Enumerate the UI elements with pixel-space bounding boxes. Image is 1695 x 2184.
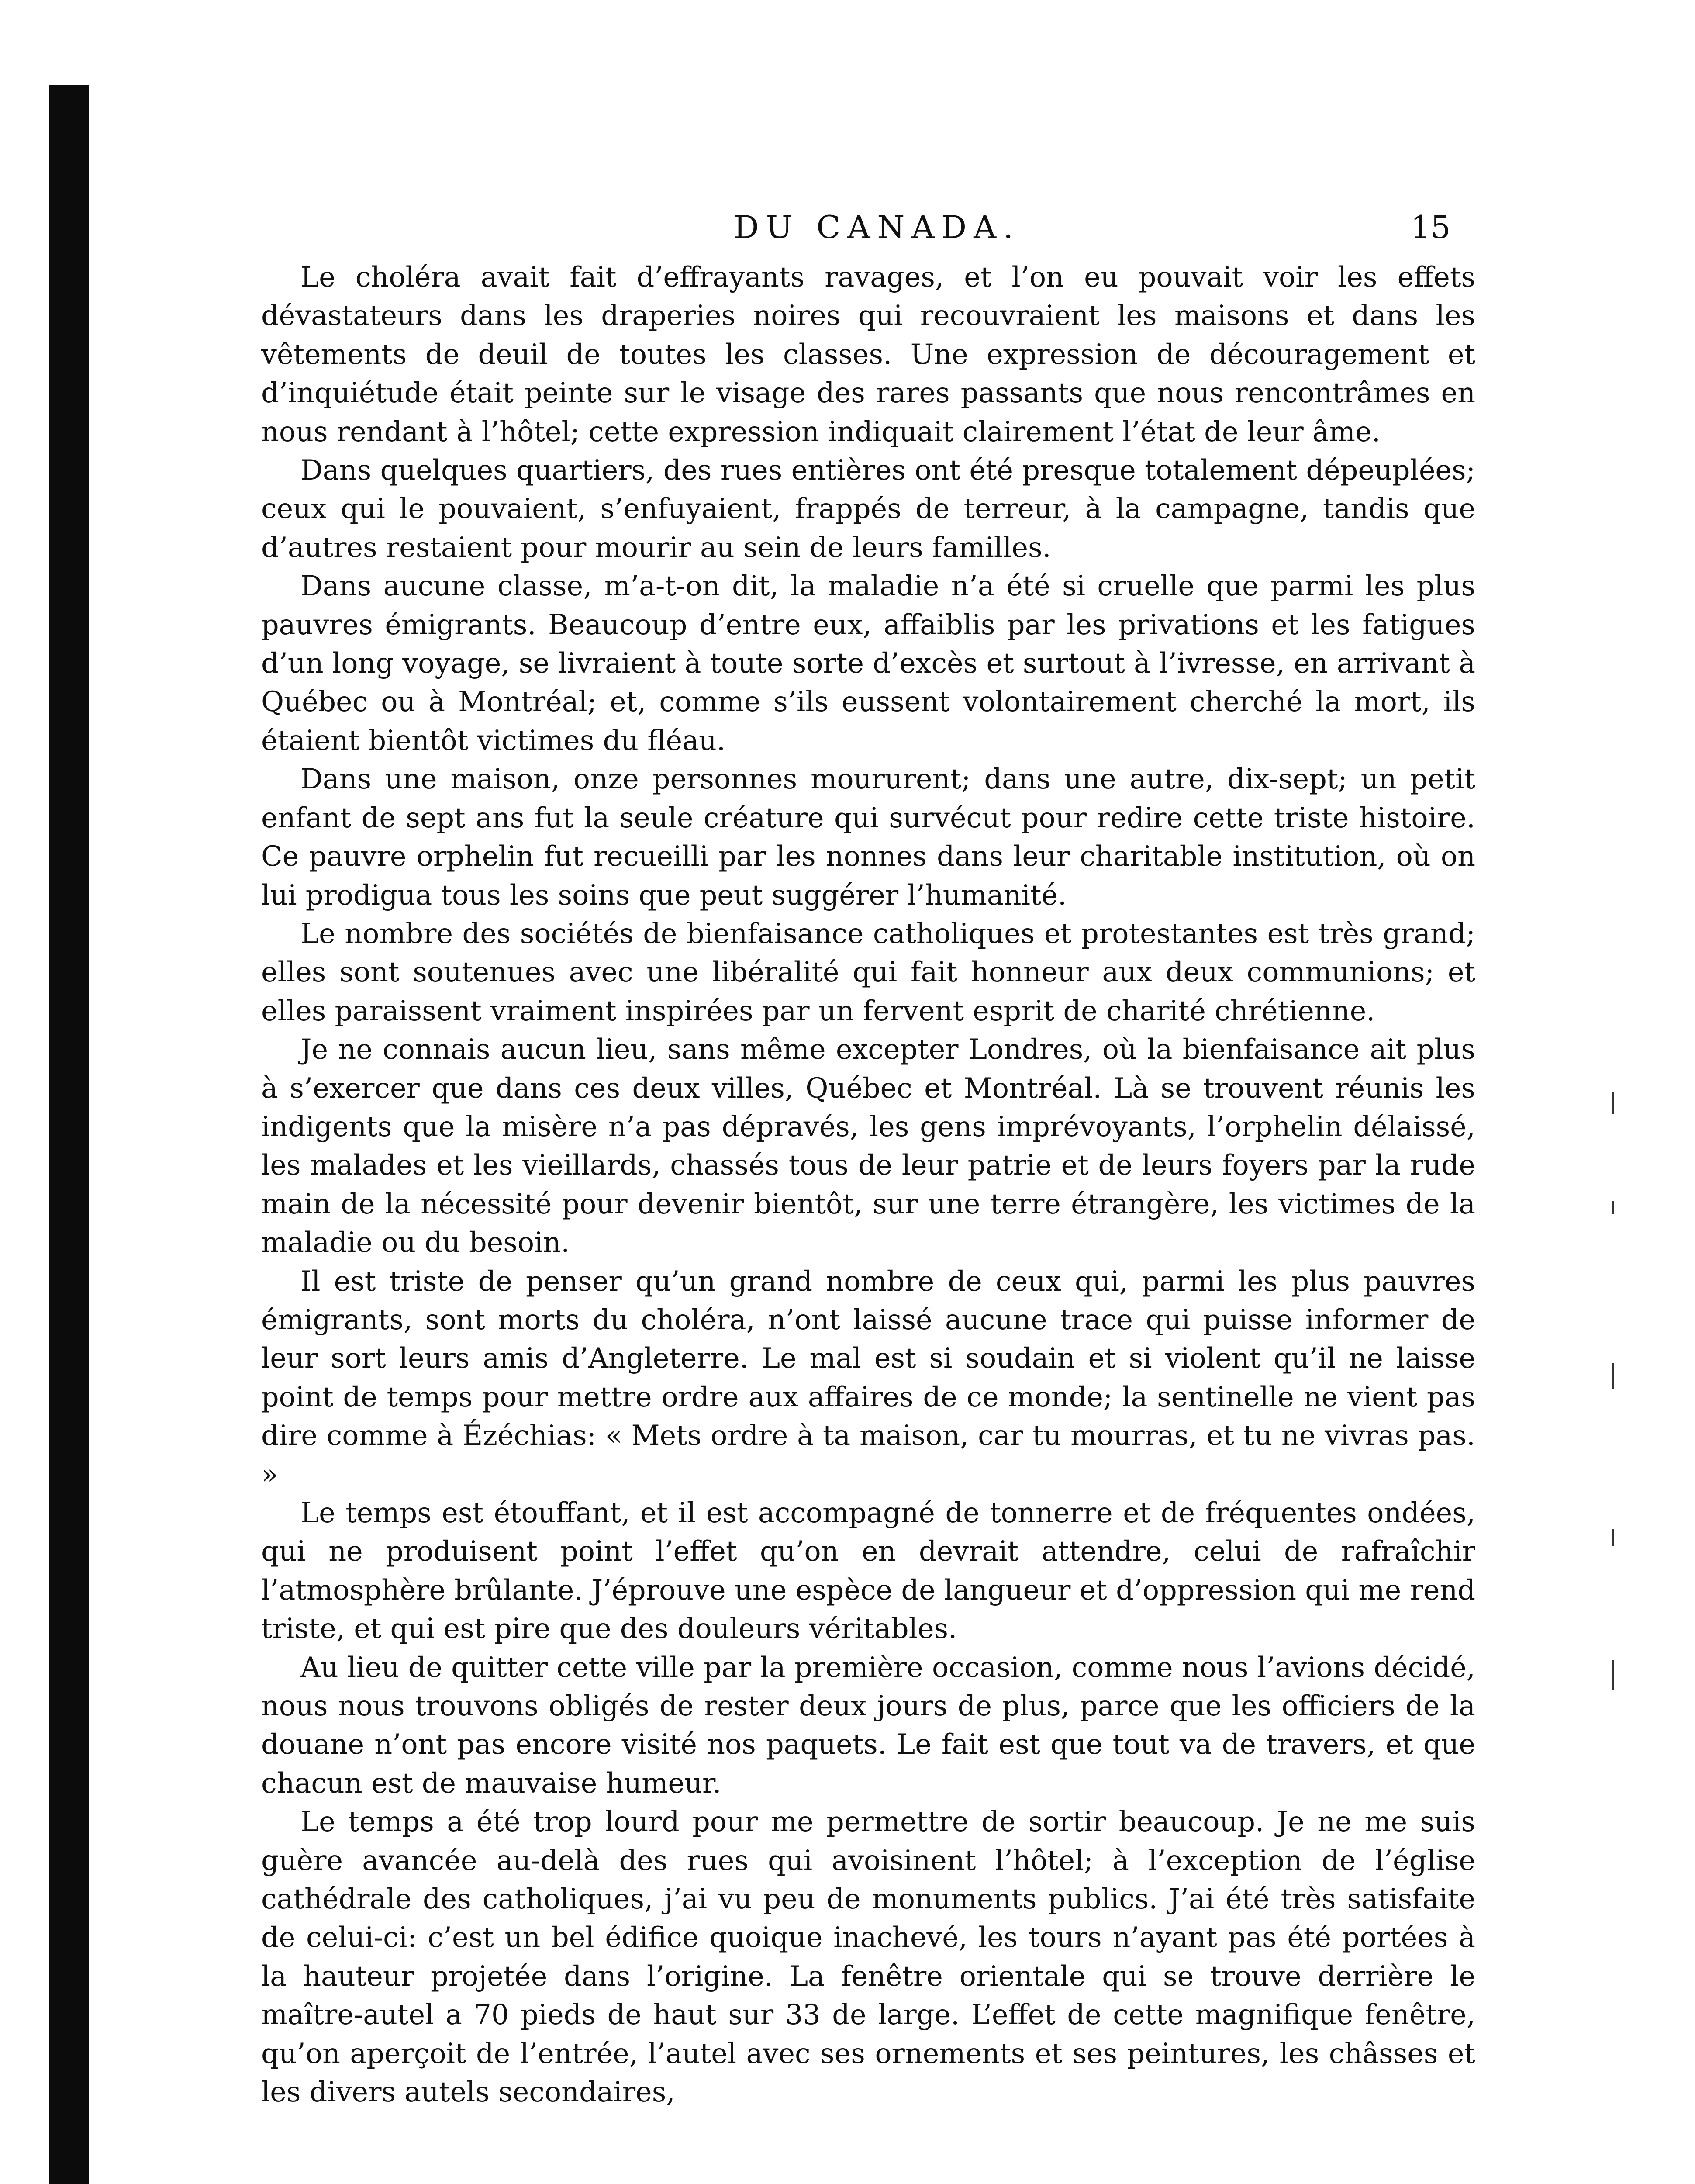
page-header <box>0 205 1695 258</box>
paragraph: Le temps a été trop lourd pour me permettre de sortir beaucoup. Je ne me suis guère avancée au-delà des rues qui avoisinent l’hôtel; à l’exception de l’église cathédrale des catholiques, j’ai vu peu de monuments publics. J’ai été très satisfaite de celui-ci: c’est un bel édifice quoique inachevé, les tours n’ayant pas été portées à la hauteur projetée dans l’origine. La fenêtre orientale qui se trouve derrière le maître-autel a 70 pieds de haut sur 33 de large. L’effet de cette magnifique fenêtre, qu’on aperçoit de l’entrée, l’autel avec ses ornements et ses peintures, les châsses et les divers autels secondaires, <box>261 1805 1475 2108</box>
paragraph: Le choléra avait fait d’effrayants ravages, et l’on eu pouvait voir les effets dévastateurs dans les draperies noires qui recouvraient les maisons et dans les vêtements de deuil de toutes les classes. Une expression de découragement et d’inquiétude était peinte sur le visage des rares passants que nous rencontrâmes en nous rendant à l’hôtel; cette expression indiquait clairement l’état de leur âme. <box>261 261 1475 448</box>
paragraph: Le temps est étouffant, et il est accompagné de tonnerre et de fréquentes ondées, qui ne produisent point l’effet qu’on en devrait attendre, celui de rafraîchir l’atmosphère brûlante. J’éprouve une espèce de langueur et d’oppression qui me rend triste, et qui est pire que des douleurs véritables. <box>261 1496 1475 1645</box>
paragraph: Dans une maison, onze personnes moururent; dans une autre, dix-sept; un petit enfant de sept ans fut la seule créature qui survécut pour redire cette triste histoire. Ce pauvre orphelin fut recueilli par les nonnes dans leur charitable institution, où on lui prodigua tous les soins que peut suggérer l’humanité. <box>261 763 1475 911</box>
paragraph: Dans quelques quartiers, des rues entières ont été presque totalement dépeuplées; ceux qui le pouvaient, s’enfuyaient, frappés de terreur, à la campagne, tandis que d’autres restaient pour mourir au sein de leurs familles. <box>261 454 1475 563</box>
paragraph: Le nombre des sociétés de bienfaisance catholiques et protestantes est très grand; elles sont soutenues avec une libéralité qui fait honneur aux deux communions; et elles paraissent vraiment inspirées par un fervent esprit de charité chrétienne. <box>261 917 1475 1027</box>
running-title: DU CANADA. <box>734 209 1020 245</box>
paragraph: Je ne connais aucun lieu, sans même excepter Londres, où la bienfaisance ait plus à s’exercer que dans ces deux villes, Québec et Montréal. Là se trouvent réunis les indigents que la misère n’a pas dépravés, les gens imprévoyants, l’orphelin délaissé, les malades et les vieillards, chassés tous de leur patrie et de leurs foyers par la rude main de la nécessité pour devenir bientôt, sur une terre étrangère, les victimes de la maladie ou du besoin. <box>261 1033 1475 1259</box>
page-number: 15 <box>1411 209 1451 245</box>
body-text <box>261 258 1475 2111</box>
paragraph: Au lieu de quitter cette ville par la première occasion, comme nous l’avions décidé, nous nous trouvons obligés de rester deux jours de plus, parce que les officiers de la douane n’ont pas encore visité nos paquets. Le fait est que tout va de travers, et que chacun est de mauvaise humeur. <box>261 1651 1475 1799</box>
paragraph: Il est triste de penser qu’un grand nombre de ceux qui, parmi les plus pauvres émigrants, sont morts du choléra, n’ont laissé aucune trace qui puisse informer de leur sort leurs amis d’Angleterre. Le mal est si soudain et si violent qu’il ne laisse point de temps pour mettre ordre aux affaires de ce monde; la sentinelle ne vient pas dire comme à Ézéchias: « Mets ordre à ta maison, car tu mourras, et tu ne vivras pas. » <box>261 1265 1475 1490</box>
paragraph: Dans aucune classe, m’a-t-on dit, la maladie n’a été si cruelle que parmi les plus pauvres émigrants. Beaucoup d’entre eux, affaiblis par les privations et les fatigues d’un long voyage, se livraient à toute sorte d’excès et surtout à l’ivresse, en arrivant à Québec ou à Montréal; et, comme s’ils eussent volontairement cherché la mort, ils étaient bientôt victimes du fléau. <box>261 570 1475 757</box>
scan-edge-bar <box>49 85 89 2184</box>
margin-specks <box>1612 1092 1629 1704</box>
